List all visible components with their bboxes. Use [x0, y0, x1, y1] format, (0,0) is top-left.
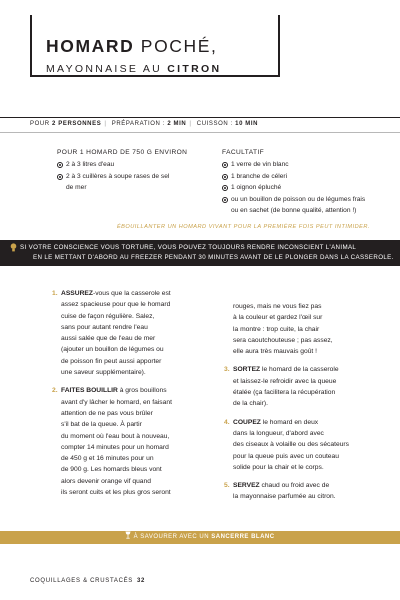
tip-banner [0, 240, 400, 266]
bullet-icon [222, 174, 228, 180]
bullet-icon [57, 162, 63, 168]
ingredients-main [57, 147, 207, 194]
divider-meta [0, 132, 400, 133]
list-item: 1 oignon épluché [222, 182, 382, 193]
step-1: 1. ASSUREZ-vous que la casserole est assez spacieuse pour que le homard cuise de façon régulière. Salez, sans pour autant rendre l'eau aussi salée que de l'eau de mer (ajouter un bouillon de légumes ou de poisson fin peut aussi apporter une saveur supplémentaire). [52, 290, 171, 377]
recipe-meta: POUR 2 PERSONNES | PRÉPARATION : 2 MIN | CUISSON : 10 MIN [30, 121, 259, 127]
page-number: 32 [137, 578, 146, 584]
pairing-banner [0, 531, 400, 544]
wine-glass-icon [125, 534, 133, 540]
step-3: 3. SORTEZ le homard de la casserole et laissez-le refroidir avec la queue étalée (ça facilitera la récupération de la chair). [224, 366, 339, 408]
step-5: 5. SERVEZ chaud ou froid avec de la mayonnaise parfumée au citron. [224, 482, 336, 501]
steps-column-left [52, 288, 200, 505]
bullet-icon [222, 197, 228, 203]
section-name: COQUILLAGES & CRUSTACÉS [30, 578, 134, 584]
bullet-icon [222, 185, 228, 191]
bullet-icon [57, 174, 63, 180]
list-item: 2 à 3 cuillères à soupe rases de sel [57, 171, 207, 182]
list-item: 1 branche de céleri [222, 171, 382, 182]
steps-column-right [224, 301, 384, 510]
ingredients-optional [222, 147, 382, 216]
page-title: HOMARD POCHÉ, [46, 36, 218, 56]
list-item: 1 verre de vin blanc [222, 159, 382, 170]
page-subtitle: MAYONNAISE AU CITRON [46, 63, 222, 75]
list-item-continuation: ou en sachet (de bonne qualité, attention !) [231, 207, 357, 215]
pairing-text: À SAVOURER AVEC UN [133, 534, 212, 540]
ingredients-heading: POUR 1 HOMARD DE 750 G ENVIRON [57, 149, 188, 156]
lightbulb-icon [10, 243, 17, 254]
divider-top [0, 117, 400, 118]
list-item-continuation: de mer [66, 184, 87, 192]
pairing-wine: SANCERRE BLANC [211, 534, 275, 540]
step-2-continued: rouges, mais ne vous fiez pas à la couleur et gardez l'œil sur la montre : trop cuite, la chair sera caoutchouteuse ; pas assez, elle aura très mauvais goût ! [233, 303, 333, 356]
bullet-icon [222, 162, 228, 168]
warning-note: ÉBOUILLANTER UN HOMARD VIVANT POUR LA PREMIÈRE FOIS PEUT INTIMIDER. [116, 224, 370, 230]
step-4: 4. COUPEZ le homard en deux dans la longueur, d'abord avec des ciseaux à volaille ou des sécateurs pour la queue puis avec un couteau solide pour la chair et le corps. [224, 418, 349, 471]
tip-line-2: EN LE METTANT D'ABORD AU FREEZER PENDANT 30 MINUTES AVANT DE LE PLONGER DANS LA CASSEROLE. [33, 254, 394, 261]
tip-line-1: SI VOTRE CONSCIENCE VOUS TORTURE, VOUS POUVEZ TOUJOURS RENDRE INCONSCIENT L'ANIMAL [20, 244, 357, 251]
list-item: 2 à 3 litres d'eau [57, 159, 207, 170]
step-2: 2. FAITES BOUILLIR à gros bouillons avant d'y lâcher le homard, en faisant attention de ne pas vous brûler s'il bat de la queue. À partir du moment où l'eau bout à nouveau, compter 14 minutes pour un homard de 450 g et 16 minutes pour un de 900 g. Les homards bleus vont alors devenir orange vif quand ils seront cuits et les plus gros seront [52, 387, 172, 497]
page-footer [30, 578, 145, 584]
title-box [30, 15, 280, 77]
optional-heading: FACULTATIF [222, 149, 265, 156]
list-item: ou un bouillon de poisson ou de légumes frais [222, 194, 382, 205]
